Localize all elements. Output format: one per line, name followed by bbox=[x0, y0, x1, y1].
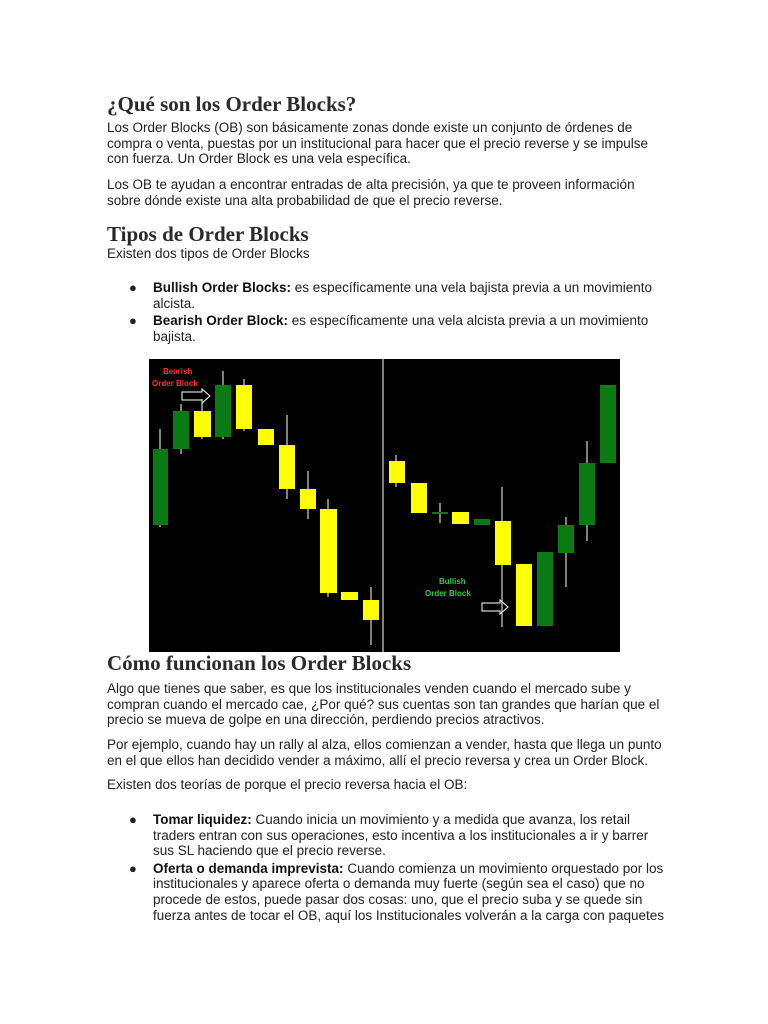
candle-bullish bbox=[558, 525, 574, 553]
candle-bullish bbox=[600, 385, 616, 463]
candle-bullish bbox=[474, 519, 490, 525]
bullish-label-line2: Order Block bbox=[425, 589, 471, 598]
bearish-label-line2: Order Block bbox=[152, 379, 198, 388]
bearish-label-line1: Bearish bbox=[163, 367, 193, 376]
list-item-oferta-demanda bbox=[107, 861, 667, 923]
paragraph-institucionales: Algo que tienes que saber, es que los institucionales venden cuando el mercado sube y compran cuando el mercado cae, ¿Por qué? sus cuentas son tan grandes que harían que el precio se mueva de golpe en una dirección, perdiendo precios atractivos. bbox=[107, 681, 660, 728]
candle-bearish bbox=[452, 512, 469, 524]
candle-bearish bbox=[279, 445, 295, 489]
order-block-chart bbox=[149, 359, 620, 652]
paragraph-benefits: Los OB te ayudan a encontrar entradas de alta precisión, ya que te proveen información sobre dónde existe una alta probabilidad de que el precio reverse. bbox=[107, 177, 635, 208]
heading-tipos: Tipos de Order Blocks bbox=[107, 222, 309, 246]
list-teorias bbox=[107, 812, 667, 925]
candle-bearish bbox=[341, 592, 358, 600]
list-item-bearish bbox=[107, 313, 667, 344]
candle-bullish bbox=[153, 449, 168, 525]
candle-bearish bbox=[258, 429, 274, 445]
heading-que-son: ¿Qué son los Order Blocks? bbox=[107, 92, 357, 116]
bullish-label-line1: Bullish bbox=[439, 577, 466, 586]
paragraph-teorias: Existen dos teorías de porque el precio reversa hacia el OB: bbox=[107, 777, 468, 792]
candle-bearish bbox=[389, 461, 405, 483]
paragraph-tipos-intro: Existen dos tipos de Order Blocks bbox=[107, 246, 310, 261]
list-tipos bbox=[107, 280, 667, 346]
paragraph-definition: Los Order Blocks (OB) son básicamente zonas donde existe un conjunto de órdenes de compra o venta, puestas por un institucional para hacer que el precio reverse y se impulse con fuerza. Un Order Block es una vela específica. bbox=[107, 120, 649, 167]
candlestick-chart bbox=[149, 359, 620, 652]
candle-bearish bbox=[495, 521, 511, 565]
candle-bullish bbox=[579, 463, 595, 525]
candle-bearish bbox=[320, 509, 337, 593]
candle-bearish bbox=[236, 385, 252, 429]
desc-tomar-liquidez: Cuando inicia un movimiento y a medida que avanza, los retail traders entran con sus operaciones, esto incentiva a los institucionales a ir y barrer sus SL haciendo que el precio reverse. bbox=[153, 812, 649, 859]
candle-bearish-order-block bbox=[194, 411, 211, 437]
list-item-tomar-liquidez bbox=[107, 812, 667, 859]
bullet-icon: ● bbox=[129, 313, 137, 329]
desc-bullish: es específicamente una vela bajista previa a un movimiento alcista. bbox=[153, 280, 652, 311]
term-oferta-demanda: Oferta o demanda imprevista: bbox=[153, 860, 344, 876]
term-tomar-liquidez: Tomar liquidez: bbox=[153, 812, 252, 827]
candle-bullish bbox=[215, 385, 231, 437]
candle-bullish bbox=[173, 411, 189, 449]
candle-bearish bbox=[363, 600, 379, 620]
desc-oferta-demanda: Cuando comienza un movimiento orquestado por los institucionales y aparece oferta o demanda muy fuerte (según sea el caso) que no procede de estos, puede pasar dos cosas: uno, que el precio suba y se quede sin fuerza antes de tocar el OB, aquí los Institucionales volverán a la carga con paquetes bbox=[153, 860, 665, 923]
candle-bullish-order-block bbox=[516, 564, 532, 626]
term-bearish: Bearish Order Block: bbox=[153, 313, 289, 329]
list-item-bullish bbox=[107, 280, 667, 311]
term-bullish: Bullish Order Blocks: bbox=[153, 280, 292, 295]
bullet-icon: ● bbox=[129, 860, 137, 876]
candle-bearish bbox=[411, 483, 427, 513]
candle-bullish bbox=[537, 552, 553, 626]
bullet-icon: ● bbox=[129, 280, 137, 295]
heading-como-funcionan: Cómo funcionan los Order Blocks bbox=[107, 651, 412, 675]
candle-bearish bbox=[300, 489, 316, 509]
desc-bearish: es específicamente una vela alcista previa a un movimiento bajista. bbox=[153, 313, 649, 344]
bullet-icon: ● bbox=[129, 812, 137, 827]
paragraph-ejemplo: Por ejemplo, cuando hay un rally al alza, ellos comienzan a vender, hasta que llega un punto en el que ellos han decidido vender a máximo, allí el precio reversa y crea un Order Block. bbox=[107, 737, 662, 768]
